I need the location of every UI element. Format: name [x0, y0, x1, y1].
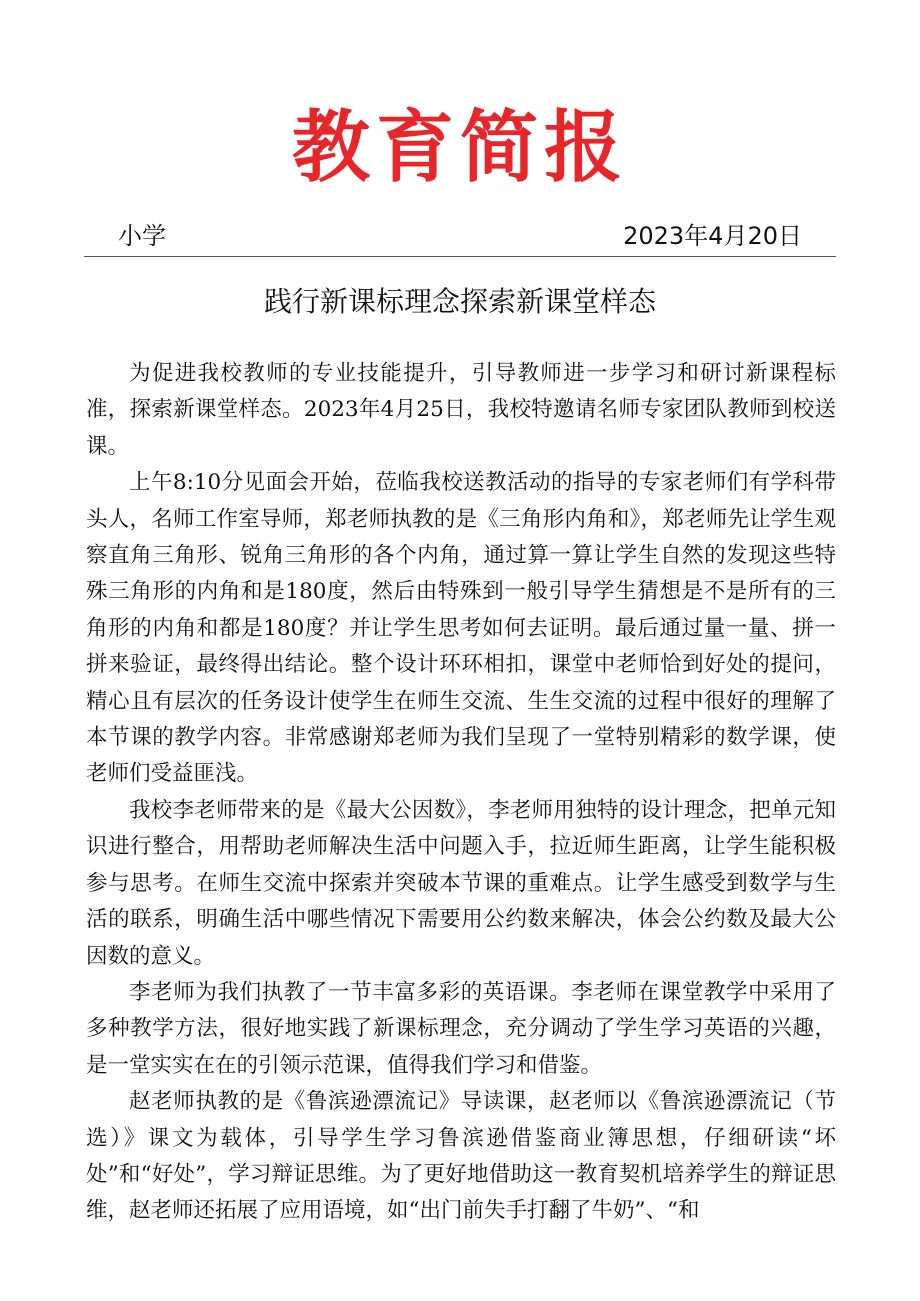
- article-paragraph: 为促进我校教师的专业技能提升，引导教师进一步学习和研讨新课程标准，探索新课堂样态。2023年4月25日，我校特邀请名师专家团队教师到校送课。: [86, 361, 836, 459]
- article-paragraph: 我校李老师带来的是《最大公因数》，李老师用独特的设计理念，把单元知识进行整合，用帮助老师解决生活中问题入手，拉近师生距离，让学生能积极参与思考。在师生交流中探索并突破本节课的重难点。让学生感受到数学与生活的联系，明确生活中哪些情况下需要用公约数来解决，体会公约数及最大公因数的意义。: [86, 797, 836, 969]
- article-headline: 践行新课标理念探索新课堂样态: [263, 285, 656, 318]
- article-paragraph: 上午8:10分见面会开始，莅临我校送教活动的指导的专家老师们有学科带头人，名师工作室导师，郑老师执教的是《三角形内角和》，郑老师先让学生观察直角三角形、锐角三角形的各个内角，通过算一算让学生自然的发现这些特殊三角形的内角和是180度，然后由特殊到一般引导学生猜想是不是所有的三角形的内角和都是180度？并让学生思考如何去证明。最后通过量一量、拼一拼来验证，最终得出结论。整个设计环环相扣，课堂中老师恰到好处的提问，精心且有层次的任务设计使学生在师生交流、生生交流的过程中很好的理解了本节课的教学内容。非常感谢郑老师为我们呈现了一堂特别精彩的数学课，使老师们受益匪浅。: [86, 470, 836, 787]
- school-name: 小学: [118, 222, 166, 250]
- article-body: [86, 356, 836, 1230]
- article-paragraph: 赵老师执教的是《鲁滨逊漂流记》导读课，赵老师以《鲁滨逊漂流记（节选）》课文为载体，引导学生学习鲁滨逊借鉴商业簿思想，仔细研读“坏处”和“好处”，学习辩证思维。为了更好地借助这一教育契机培养学生的辩证思维，赵老师还拓展了应用语境，如“出门前失手打翻了牛奶”、“和: [86, 1089, 836, 1224]
- meta-row: [84, 218, 836, 257]
- masthead-title: 教育简报: [291, 102, 628, 193]
- issue-date: 2023年4月20日: [623, 222, 802, 250]
- article-paragraph: 李老师为我们执教了一节丰富多彩的英语课。李老师在课堂教学中采用了多种教学方法，很好地实践了新课标理念，充分调动了学生学习英语的兴趣，是一堂实实在在的引领示范课，值得我们学习和借鉴。: [86, 979, 836, 1078]
